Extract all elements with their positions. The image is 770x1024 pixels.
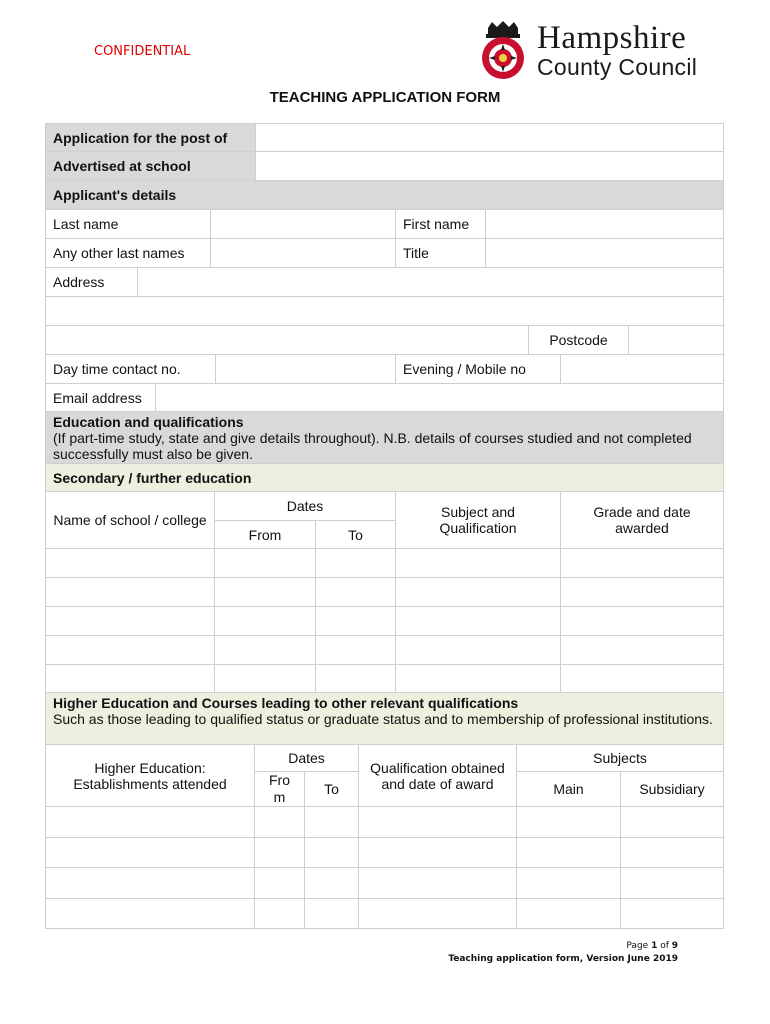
version-note: Teaching application form, Version June 2019 — [448, 954, 678, 964]
title-field[interactable] — [485, 238, 724, 268]
secondary-row-1-cell-4[interactable] — [395, 548, 561, 578]
col-to-header: To — [315, 520, 396, 549]
confidential-label: CONFIDENTIAL — [94, 44, 191, 59]
first-name-field[interactable] — [485, 209, 724, 239]
secondary-row-3-cell-5[interactable] — [560, 606, 724, 636]
secondary-row-1-cell-3[interactable] — [315, 548, 396, 578]
col-establishments-header: Higher Education: Establishments attended — [45, 744, 255, 807]
higher-row-1-cell-4[interactable] — [358, 806, 517, 838]
secondary-row-2-cell-3[interactable] — [315, 577, 396, 607]
secondary-row-5-cell-2[interactable] — [214, 664, 316, 694]
higher-row-3-cell-4[interactable] — [358, 867, 517, 899]
title-label: Title — [395, 238, 486, 268]
last-name-label: Last name — [45, 209, 211, 239]
higher-row-1-cell-6[interactable] — [620, 806, 724, 838]
col-school-header: Name of school / college — [45, 491, 215, 549]
postcode-label: Postcode — [528, 325, 629, 355]
first-name-label: First name — [395, 209, 486, 239]
page-number: Page 1 of 9 — [626, 941, 678, 951]
higher-row-1-cell-2[interactable] — [254, 806, 305, 838]
brand-name-line1: Hampshire — [537, 20, 687, 56]
higher-row-2-cell-3[interactable] — [304, 837, 359, 869]
col-grade-header: Grade and date awarded — [560, 491, 724, 549]
last-name-field[interactable] — [210, 209, 396, 239]
higher-row-1-cell-1[interactable] — [45, 806, 255, 838]
col-subject-header: Subject and Qualification — [395, 491, 561, 549]
higher-row-3-cell-1[interactable] — [45, 867, 255, 899]
secondary-row-4-cell-4[interactable] — [395, 635, 561, 665]
address-field-line3[interactable] — [45, 325, 529, 355]
secondary-row-2-cell-5[interactable] — [560, 577, 724, 607]
higher-section — [45, 692, 724, 745]
post-label: Application for the post of — [45, 123, 256, 152]
higher-row-2-cell-5[interactable] — [516, 837, 621, 869]
secondary-row-4-cell-3[interactable] — [315, 635, 396, 665]
higher-row-1-cell-5[interactable] — [516, 806, 621, 838]
col-he-dates-header: Dates — [254, 744, 359, 772]
address-field-line1[interactable] — [137, 267, 724, 297]
education-section — [45, 411, 724, 464]
secondary-row-4-cell-1[interactable] — [45, 635, 215, 665]
higher-row-4-cell-3[interactable] — [304, 898, 359, 930]
secondary-row-2-cell-2[interactable] — [214, 577, 316, 607]
brand-name-line2: County Council — [537, 54, 698, 80]
secondary-row-2-cell-4[interactable] — [395, 577, 561, 607]
secondary-row-1-cell-2[interactable] — [214, 548, 316, 578]
higher-heading: Higher Education and Courses leading to other relevant qualifications — [53, 695, 519, 711]
secondary-row-5-cell-3[interactable] — [315, 664, 396, 694]
secondary-row-4-cell-5[interactable] — [560, 635, 724, 665]
col-from-header: From — [214, 520, 316, 549]
day-contact-field[interactable] — [215, 354, 396, 384]
col-he-to-header: To — [304, 771, 359, 807]
secondary-row-5-cell-5[interactable] — [560, 664, 724, 694]
education-note: (If part-time study, state and give details throughout). N.B. details of courses studied and not completed successfully must also be given. — [53, 430, 692, 462]
school-label: Advertised at school — [45, 151, 256, 181]
secondary-row-3-cell-4[interactable] — [395, 606, 561, 636]
higher-row-2-cell-6[interactable] — [620, 837, 724, 869]
address-label: Address — [45, 267, 138, 297]
higher-row-4-cell-6[interactable] — [620, 898, 724, 930]
email-label: Email address — [45, 383, 156, 412]
higher-row-4-cell-1[interactable] — [45, 898, 255, 930]
form-title: TEACHING APPLICATION FORM — [269, 89, 501, 106]
higher-row-4-cell-2[interactable] — [254, 898, 305, 930]
secondary-row-5-cell-1[interactable] — [45, 664, 215, 694]
evening-mobile-field[interactable] — [560, 354, 724, 384]
higher-row-1-cell-3[interactable] — [304, 806, 359, 838]
secondary-row-2-cell-1[interactable] — [45, 577, 215, 607]
secondary-row-3-cell-1[interactable] — [45, 606, 215, 636]
post-field[interactable] — [255, 123, 724, 152]
secondary-row-5-cell-4[interactable] — [395, 664, 561, 694]
other-names-field[interactable] — [210, 238, 396, 268]
day-contact-label: Day time contact no. — [45, 354, 216, 384]
higher-row-3-cell-6[interactable] — [620, 867, 724, 899]
higher-row-3-cell-5[interactable] — [516, 867, 621, 899]
higher-row-4-cell-5[interactable] — [516, 898, 621, 930]
secondary-row-1-cell-1[interactable] — [45, 548, 215, 578]
higher-row-4-cell-4[interactable] — [358, 898, 517, 930]
higher-row-2-cell-4[interactable] — [358, 837, 517, 869]
secondary-row-4-cell-2[interactable] — [214, 635, 316, 665]
higher-row-3-cell-2[interactable] — [254, 867, 305, 899]
applicant-heading: Applicant's details — [45, 180, 724, 210]
school-field[interactable] — [255, 151, 724, 181]
higher-row-2-cell-1[interactable] — [45, 837, 255, 869]
higher-note: Such as those leading to qualified status or graduate status and to membership of professional institutions. — [53, 711, 713, 727]
secondary-heading: Secondary / further education — [45, 463, 724, 492]
email-field[interactable] — [155, 383, 724, 412]
col-main-header: Main — [516, 771, 621, 807]
county-crest-icon — [474, 20, 532, 82]
education-heading: Education and qualifications — [53, 414, 244, 430]
col-he-from-header: Fro m — [254, 771, 305, 807]
secondary-row-3-cell-3[interactable] — [315, 606, 396, 636]
col-qualification-header: Qualification obtained and date of award — [358, 744, 517, 807]
address-field-line2[interactable] — [45, 296, 724, 326]
secondary-row-1-cell-5[interactable] — [560, 548, 724, 578]
col-dates-header: Dates — [214, 491, 396, 521]
higher-row-2-cell-2[interactable] — [254, 837, 305, 869]
secondary-row-3-cell-2[interactable] — [214, 606, 316, 636]
evening-mobile-label: Evening / Mobile no — [395, 354, 561, 384]
col-subsidiary-header: Subsidiary — [620, 771, 724, 807]
other-names-label: Any other last names — [45, 238, 211, 268]
col-subjects-header: Subjects — [516, 744, 724, 772]
postcode-field[interactable] — [628, 325, 724, 355]
higher-row-3-cell-3[interactable] — [304, 867, 359, 899]
